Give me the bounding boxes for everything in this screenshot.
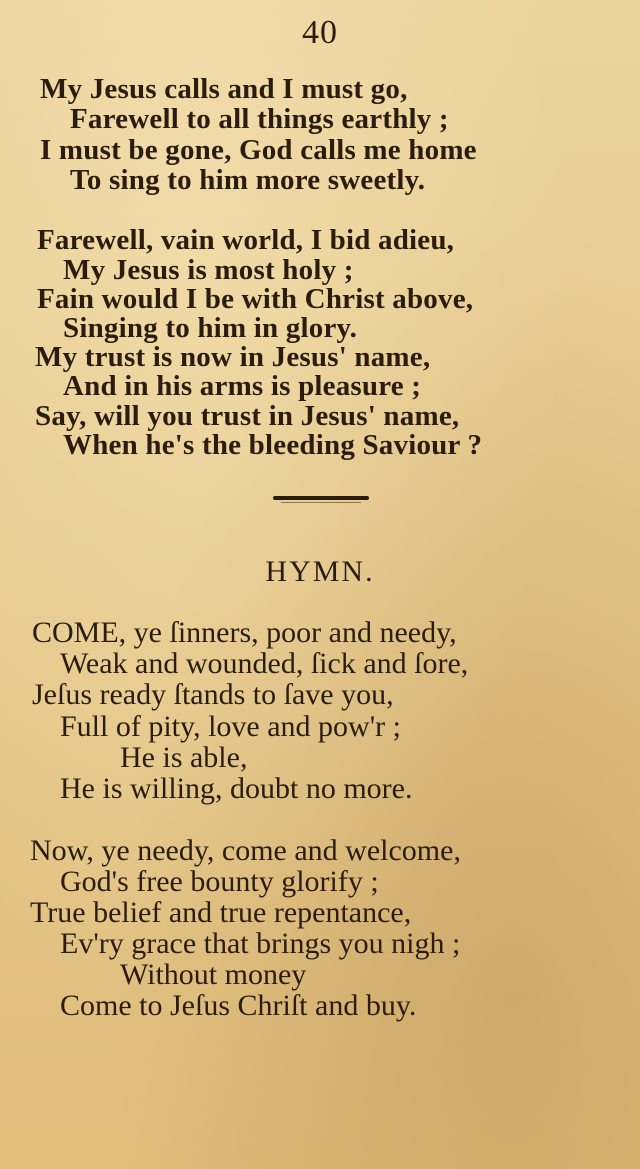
hymn-title: HYMN.: [265, 555, 375, 588]
page-number: 40: [302, 14, 338, 51]
verse-line: Ev'ry grace that brings you nigh ;: [60, 927, 461, 960]
verse-line: Full of pity, love and pow'r ;: [60, 710, 401, 743]
verse-line: He is willing, doubt no more.: [60, 772, 413, 805]
verse-line: God's free bounty glorify ;: [60, 865, 379, 898]
verse-line: Farewell to all things earthly ;: [70, 103, 449, 135]
verse-line: When he's the bleeding Saviour ?: [63, 429, 483, 461]
verse-line: Say, will you trust in Jesus' name,: [35, 400, 460, 432]
verse-line: My trust is now in Jesus' name,: [35, 341, 431, 373]
verse-line: Now, ye needy, come and welcome,: [30, 834, 461, 867]
verse-line: He is able,: [120, 741, 248, 774]
verse-line: Jeſus ready ſtands to ſave you,: [32, 678, 394, 711]
verse-line: Farewell, vain world, I bid adieu,: [37, 224, 455, 256]
verse-line: Singing to him in glory.: [63, 312, 358, 344]
verse-line: And in his arms is pleasure ;: [63, 370, 422, 402]
verse-line: My Jesus is most holy ;: [63, 254, 354, 286]
verse-line: My Jesus calls and I must go,: [40, 73, 408, 105]
verse-line: I must be gone, God calls me home: [40, 134, 477, 166]
verse-line: Come to Jeſus Chriſt and buy.: [60, 989, 417, 1022]
verse-line: COME, ye ſinners, poor and needy,: [32, 616, 457, 649]
section-divider: [273, 496, 369, 500]
verse-line: To sing to him more sweetly.: [70, 164, 426, 196]
verse-line: True belief and true repentance,: [30, 896, 412, 929]
verse-line: Fain would I be with Christ above,: [37, 283, 474, 315]
verse-line: Without money: [120, 958, 307, 991]
verse-line: Weak and wounded, ſick and ſore,: [60, 647, 469, 680]
